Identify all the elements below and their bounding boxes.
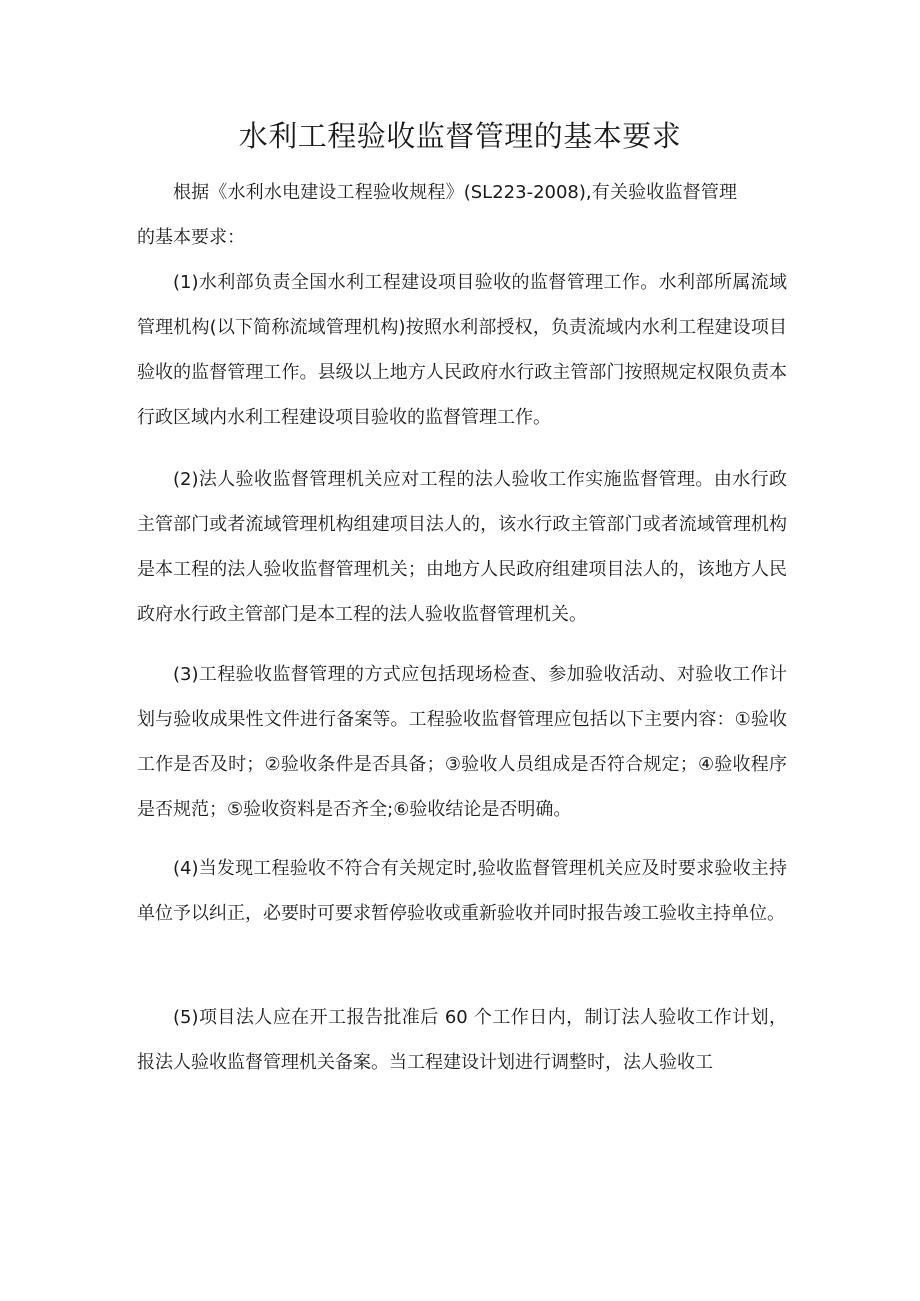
paragraph-item-5: (5)项目法人应在开工报告批准后 60 个工作日内，制订法人验收工作计划，报法人验收监督管理机关备案。当工程建设计划进行调整时，法人验收工 [137, 1007, 787, 1073]
paragraph-item-2: (2)法人验收监督管理机关应对工程的法人验收工作实施监督管理。由水行政主管部门或者流域管理机构组建项目法人的，该水行政主管部门或者流域管理机构是本工程的法人验收监督管理机关；由地方人民政府组建项目法人的，该地方人民政府水行政主管部门是本工程的法人验收监督管理机关。 [137, 469, 787, 625]
document-title: 水利工程验收监督管理的基本要求 [238, 119, 682, 153]
paragraph-item-3: (3)工程验收监督管理的方式应包括现场检查、参加验收活动、对验收工作计划与验收成果性文件进行备案等。工程验收监督管理应包括以下主要内容：①验收工作是否及时；②验收条件是否具备；③验收人员组成是否符合规定；④验收程序是否规范；⑤验收资料是否齐全;⑥验收结论是否明确。 [137, 664, 787, 820]
paragraph-item-1: (1)水利部负责全国水利工程建设项目验收的监督管理工作。水利部所属流域管理机构(以下简称流域管理机构)按照水利部授权，负责流域内水利工程建设项目验收的监督管理工作。县级以上地方人民政府水行政主管部门按照规定权限负责本行政区域内水利工程建设项目验收的监督管理工作。 [137, 272, 787, 428]
intro-paragraph: 根据《水利水电建设工程验收规程》(SL223-2008),有关验收监督管理的基本要求： [137, 182, 737, 248]
paragraph-item-4: (4)当发现工程验收不符合有关规定时,验收监督管理机关应及时要求验收主持单位予以纠正，必要时可要求暂停验收或重新验收并同时报告竣工验收主持单位。 [137, 858, 787, 924]
